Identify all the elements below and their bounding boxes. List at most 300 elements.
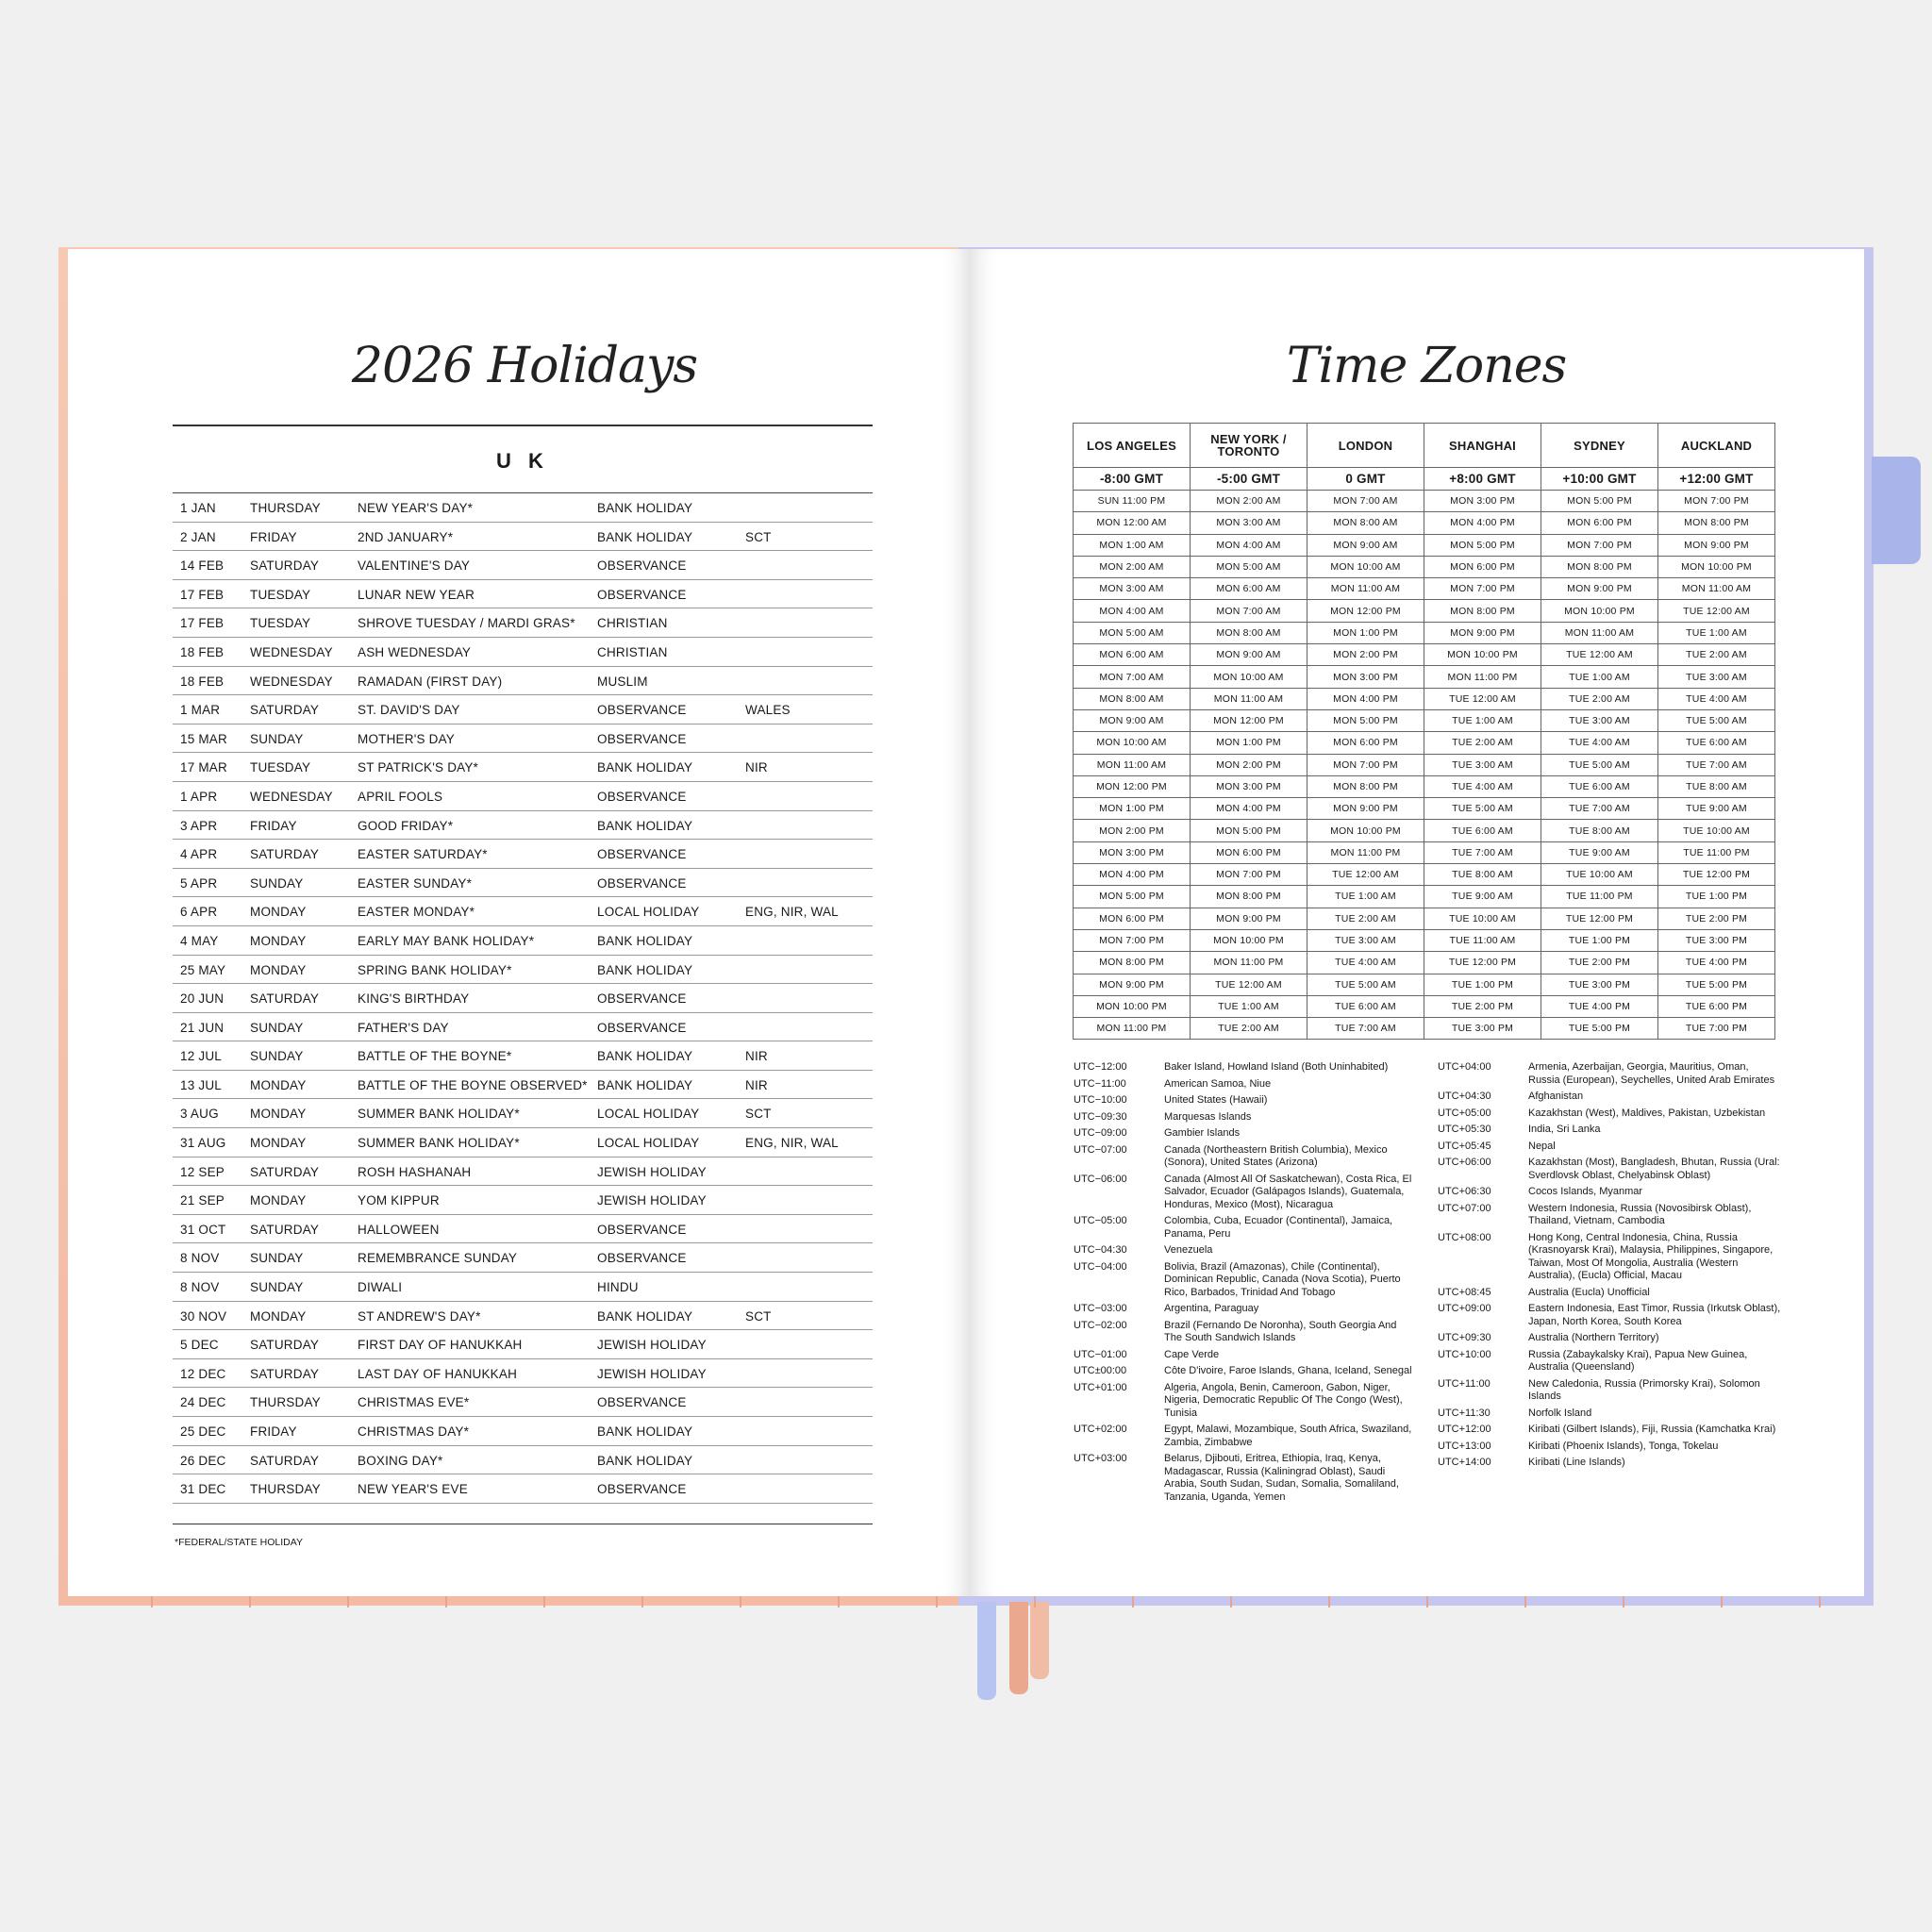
holiday-row xyxy=(173,1013,873,1042)
cover-stripe xyxy=(936,1596,938,1607)
ribbon-bookmark-peach[interactable] xyxy=(1009,1602,1028,1694)
time-cell: TUE 7:00 AM xyxy=(1541,798,1658,820)
time-cell: MON 5:00 PM xyxy=(1541,491,1658,512)
holiday-type: OBSERVANCE xyxy=(597,1222,687,1237)
holiday-type: OBSERVANCE xyxy=(597,1395,687,1410)
holiday-row xyxy=(173,1128,873,1158)
utc-code: UTC−09:00 xyxy=(1074,1127,1127,1139)
time-cell: TUE 11:00 AM xyxy=(1424,929,1541,951)
holiday-date: 8 NOV xyxy=(180,1251,220,1266)
time-cell: MON 1:00 AM xyxy=(1074,534,1191,556)
holiday-weekday: SATURDAY xyxy=(250,558,320,574)
holiday-row xyxy=(173,695,873,724)
timezone-row xyxy=(1074,600,1775,622)
time-cell: MON 5:00 AM xyxy=(1074,622,1191,643)
time-cell: MON 7:00 AM xyxy=(1074,666,1191,688)
time-cell: MON 3:00 PM xyxy=(1191,775,1307,797)
utc-entry xyxy=(1074,1261,1423,1300)
time-cell: TUE 3:00 PM xyxy=(1658,929,1775,951)
utc-code: UTC+09:30 xyxy=(1438,1332,1491,1343)
time-cell: MON 9:00 PM xyxy=(1424,622,1541,643)
holiday-date: 6 APR xyxy=(180,905,218,920)
holiday-row xyxy=(173,1330,873,1359)
time-cell: MON 5:00 PM xyxy=(1074,886,1191,908)
holiday-weekday: SATURDAY xyxy=(250,1366,320,1381)
utc-entry xyxy=(1438,1349,1787,1374)
holiday-type: BANK HOLIDAY xyxy=(597,1453,693,1468)
time-cell: MON 7:00 PM xyxy=(1307,754,1424,775)
time-cell: MON 7:00 PM xyxy=(1658,491,1775,512)
utc-code: UTC−05:00 xyxy=(1074,1215,1127,1226)
time-cell: TUE 2:00 PM xyxy=(1541,952,1658,974)
utc-entry xyxy=(1438,1061,1787,1087)
utc-entry xyxy=(1074,1303,1423,1316)
utc-list-right xyxy=(1438,1061,1787,1474)
time-cell: TUE 1:00 AM xyxy=(1307,886,1424,908)
time-cell: MON 7:00 PM xyxy=(1191,864,1307,886)
holiday-region: SCT xyxy=(745,1308,772,1324)
utc-places: Argentina, Paraguay xyxy=(1164,1303,1259,1314)
timezone-header-row xyxy=(1074,424,1775,468)
time-cell: TUE 1:00 PM xyxy=(1658,886,1775,908)
cover-stripe xyxy=(1230,1596,1232,1607)
holiday-weekday: MONDAY xyxy=(250,1107,307,1122)
time-cell: MON 6:00 PM xyxy=(1307,732,1424,754)
holiday-type: JEWISH HOLIDAY xyxy=(597,1338,707,1353)
time-cell: MON 8:00 PM xyxy=(1541,556,1658,577)
holiday-date: 1 JAN xyxy=(180,501,216,515)
holiday-row xyxy=(173,1273,873,1302)
time-cell: MON 4:00 PM xyxy=(1191,798,1307,820)
utc-code: UTC+04:30 xyxy=(1438,1091,1491,1102)
holiday-name: RAMADAN (FIRST DAY) xyxy=(358,674,503,689)
utc-code: UTC+03:00 xyxy=(1074,1453,1127,1464)
holiday-name: ST PATRICK'S DAY* xyxy=(358,760,479,775)
utc-entry xyxy=(1438,1141,1787,1154)
holiday-row xyxy=(173,869,873,898)
cover-stripe xyxy=(740,1596,741,1607)
time-cell: MON 11:00 PM xyxy=(1074,1018,1191,1040)
holiday-row xyxy=(173,667,873,696)
utc-code: UTC+05:45 xyxy=(1438,1140,1491,1152)
time-cell: TUE 4:00 PM xyxy=(1541,995,1658,1017)
utc-places: Norfolk Island xyxy=(1528,1407,1592,1419)
utc-entry xyxy=(1074,1174,1423,1212)
time-cell: MON 8:00 AM xyxy=(1074,688,1191,709)
time-cell: MON 10:00 PM xyxy=(1191,929,1307,951)
holiday-region: WALES xyxy=(745,703,791,718)
holiday-weekday: SUNDAY xyxy=(250,1049,304,1064)
utc-entry xyxy=(1074,1111,1423,1124)
holiday-type: JEWISH HOLIDAY xyxy=(597,1164,707,1179)
time-cell: TUE 7:00 AM xyxy=(1658,754,1775,775)
utc-places: Algeria, Angola, Benin, Cameroon, Gabon, Niger, Nigeria, Democratic Republic Of The Congo (West), Tunisia xyxy=(1164,1381,1403,1419)
utc-entry xyxy=(1438,1378,1787,1404)
utc-entry xyxy=(1074,1127,1423,1141)
timezone-row xyxy=(1074,578,1775,600)
time-cell: MON 10:00 PM xyxy=(1424,644,1541,666)
holiday-name: GOOD FRIDAY* xyxy=(358,818,454,833)
cover-stripe xyxy=(1132,1596,1134,1607)
time-cell: MON 8:00 PM xyxy=(1658,512,1775,534)
time-cell: TUE 6:00 AM xyxy=(1424,820,1541,841)
holiday-row xyxy=(173,840,873,869)
utc-places: Kiribati (Gilbert Islands), Fiji, Russia (Kamchatka Krai) xyxy=(1528,1424,1776,1435)
time-cell: MON 11:00 PM xyxy=(1191,952,1307,974)
holiday-date: 30 NOV xyxy=(180,1308,227,1324)
holiday-date: 17 FEB xyxy=(180,587,225,602)
holiday-date: 26 DEC xyxy=(180,1453,226,1468)
city-header: LONDON xyxy=(1307,424,1424,468)
cover-stripe xyxy=(151,1596,153,1607)
timezone-row xyxy=(1074,556,1775,577)
holiday-type: BANK HOLIDAY xyxy=(597,529,693,544)
utc-code: UTC−03:00 xyxy=(1074,1303,1127,1314)
holiday-date: 18 FEB xyxy=(180,674,225,689)
utc-entry xyxy=(1074,1349,1423,1362)
time-cell: MON 10:00 AM xyxy=(1307,556,1424,577)
utc-entry xyxy=(1438,1457,1787,1470)
timezone-row xyxy=(1074,709,1775,731)
time-cell: TUE 6:00 AM xyxy=(1307,995,1424,1017)
time-cell: MON 5:00 AM xyxy=(1191,556,1307,577)
holiday-name: CHRISTMAS DAY* xyxy=(358,1424,470,1439)
holidays-footnote: *FEDERAL/STATE HOLIDAY xyxy=(175,1537,303,1548)
time-cell: MON 8:00 PM xyxy=(1074,952,1191,974)
time-cell: TUE 11:00 PM xyxy=(1658,841,1775,863)
holiday-type: BANK HOLIDAY xyxy=(597,1049,693,1064)
holiday-date: 31 DEC xyxy=(180,1482,226,1497)
time-cell: TUE 6:00 AM xyxy=(1658,732,1775,754)
holiday-row xyxy=(173,984,873,1013)
time-cell: MON 7:00 PM xyxy=(1541,534,1658,556)
time-cell: MON 8:00 AM xyxy=(1191,622,1307,643)
timezone-row xyxy=(1074,841,1775,863)
timezone-row xyxy=(1074,1018,1775,1040)
time-cell: MON 1:00 PM xyxy=(1191,732,1307,754)
time-cell: TUE 10:00 AM xyxy=(1424,908,1541,929)
utc-code: UTC+06:30 xyxy=(1438,1186,1491,1197)
cover-stripe xyxy=(1034,1596,1036,1607)
holiday-type: OBSERVANCE xyxy=(597,847,687,862)
time-cell: MON 11:00 AM xyxy=(1191,688,1307,709)
holiday-date: 1 APR xyxy=(180,789,218,804)
gmt-offset: +10:00 GMT xyxy=(1541,468,1658,491)
cover-stripe xyxy=(1524,1596,1526,1607)
utc-code: UTC−12:00 xyxy=(1074,1061,1127,1073)
utc-code: UTC+07:00 xyxy=(1438,1202,1491,1214)
holiday-row xyxy=(173,580,873,609)
holiday-row xyxy=(173,897,873,926)
utc-places: Belarus, Djibouti, Eritrea, Ethiopia, Iraq, Kenya, Madagascar, Russia (Kaliningrad Oblast), Saudi Arabia, South Sudan, Sudan, Somalia, Somaliland, Tanzania, Uganda, Yemen xyxy=(1164,1453,1399,1503)
holiday-row xyxy=(173,638,873,667)
utc-places: India, Sri Lanka xyxy=(1528,1124,1601,1135)
time-cell: MON 5:00 PM xyxy=(1424,534,1541,556)
time-cell: TUE 10:00 AM xyxy=(1658,820,1775,841)
holiday-weekday: MONDAY xyxy=(250,1308,307,1324)
holiday-date: 2 JAN xyxy=(180,529,216,544)
gmt-offset: +12:00 GMT xyxy=(1658,468,1775,491)
time-cell: MON 11:00 AM xyxy=(1541,622,1658,643)
time-cell: MON 1:00 PM xyxy=(1307,622,1424,643)
utc-entry xyxy=(1438,1203,1787,1228)
timezone-row xyxy=(1074,974,1775,995)
utc-code: UTC+09:00 xyxy=(1438,1303,1491,1314)
time-cell: MON 6:00 AM xyxy=(1191,578,1307,600)
holiday-type: CHRISTIAN xyxy=(597,616,668,631)
holiday-type: MUSLIM xyxy=(597,674,648,689)
holiday-type: OBSERVANCE xyxy=(597,875,687,891)
holiday-row xyxy=(173,782,873,811)
time-cell: TUE 1:00 AM xyxy=(1658,622,1775,643)
holiday-type: OBSERVANCE xyxy=(597,789,687,804)
holiday-row xyxy=(173,1243,873,1273)
utc-code: UTC−09:30 xyxy=(1074,1110,1127,1123)
holidays-table xyxy=(173,493,873,1504)
utc-code: UTC+11:00 xyxy=(1438,1377,1491,1390)
holiday-date: 24 DEC xyxy=(180,1395,226,1410)
time-cell: TUE 2:00 AM xyxy=(1658,644,1775,666)
holiday-date: 5 DEC xyxy=(180,1338,219,1353)
holiday-date: 21 JUN xyxy=(180,1020,225,1035)
holiday-name: BATTLE OF THE BOYNE* xyxy=(358,1049,512,1064)
utc-code: UTC−04:30 xyxy=(1074,1244,1127,1256)
time-cell: MON 12:00 PM xyxy=(1074,775,1191,797)
time-cell: MON 6:00 PM xyxy=(1424,556,1541,577)
time-cell: TUE 3:00 PM xyxy=(1541,974,1658,995)
holiday-weekday: THURSDAY xyxy=(250,1395,321,1410)
utc-code: UTC+02:00 xyxy=(1074,1424,1127,1435)
time-cell: TUE 12:00 PM xyxy=(1658,864,1775,886)
time-cell: TUE 2:00 AM xyxy=(1191,1018,1307,1040)
timezone-offset-row xyxy=(1074,468,1775,491)
timezone-row xyxy=(1074,644,1775,666)
holiday-region: SCT xyxy=(745,529,772,544)
utc-entry xyxy=(1438,1332,1787,1345)
holiday-weekday: THURSDAY xyxy=(250,1482,321,1497)
holiday-name: CHRISTMAS EVE* xyxy=(358,1395,470,1410)
utc-code: UTC+10:00 xyxy=(1438,1348,1491,1360)
holiday-name: EASTER SATURDAY* xyxy=(358,847,488,862)
utc-places: Kazakhstan (Most), Bangladesh, Bhutan, Russia (Ural: Sverdlovsk Oblast, Chelyabinsk Oblast) xyxy=(1528,1157,1780,1181)
holiday-weekday: SUNDAY xyxy=(250,1020,304,1035)
time-cell: TUE 12:00 AM xyxy=(1307,864,1424,886)
holiday-region: SCT xyxy=(745,1107,772,1122)
holiday-date: 4 APR xyxy=(180,847,218,862)
timezone-row xyxy=(1074,754,1775,775)
timezone-row xyxy=(1074,775,1775,797)
holiday-type: BANK HOLIDAY xyxy=(597,962,693,977)
holiday-row xyxy=(173,1446,873,1475)
utc-entry xyxy=(1074,1094,1423,1108)
holiday-weekday: MONDAY xyxy=(250,1136,307,1151)
time-cell: TUE 2:00 AM xyxy=(1541,688,1658,709)
time-cell: TUE 8:00 AM xyxy=(1424,864,1541,886)
holiday-weekday: SUNDAY xyxy=(250,1251,304,1266)
time-cell: TUE 3:00 AM xyxy=(1658,666,1775,688)
time-cell: MON 9:00 AM xyxy=(1074,709,1191,731)
holiday-name: VALENTINE'S DAY xyxy=(358,558,471,574)
utc-entry xyxy=(1438,1186,1787,1199)
holiday-name: BOXING DAY* xyxy=(358,1453,443,1468)
holiday-name: SUMMER BANK HOLIDAY* xyxy=(358,1136,520,1151)
holiday-region: NIR xyxy=(745,1077,768,1092)
time-cell: MON 4:00 AM xyxy=(1191,534,1307,556)
holiday-date: 14 FEB xyxy=(180,558,225,574)
holiday-name: MOTHER'S DAY xyxy=(358,731,455,746)
holiday-date: 4 MAY xyxy=(180,933,219,948)
time-cell: TUE 8:00 AM xyxy=(1541,820,1658,841)
utc-places: Australia (Northern Territory) xyxy=(1528,1332,1659,1343)
utc-places: Canada (Northeastern British Columbia), Mexico (Sonora), United States (Arizona) xyxy=(1164,1143,1388,1168)
time-cell: MON 2:00 PM xyxy=(1074,820,1191,841)
time-cell: MON 4:00 PM xyxy=(1424,512,1541,534)
ribbon-bookmark-blue[interactable] xyxy=(977,1602,996,1700)
holiday-type: BANK HOLIDAY xyxy=(597,818,693,833)
time-cell: MON 11:00 AM xyxy=(1658,578,1775,600)
holiday-weekday: WEDNESDAY xyxy=(250,644,333,659)
timezones-title: Time Zones xyxy=(1286,338,1567,394)
holiday-row xyxy=(173,811,873,841)
timezone-row xyxy=(1074,952,1775,974)
time-cell: MON 3:00 PM xyxy=(1307,666,1424,688)
time-cell: TUE 2:00 PM xyxy=(1424,995,1541,1017)
timezone-row xyxy=(1074,512,1775,534)
utc-entry xyxy=(1074,1215,1423,1241)
holiday-weekday: SUNDAY xyxy=(250,731,304,746)
holiday-region: ENG, NIR, WAL xyxy=(745,905,839,920)
holiday-weekday: MONDAY xyxy=(250,962,307,977)
time-cell: MON 4:00 PM xyxy=(1074,864,1191,886)
utc-places: Hong Kong, Central Indonesia, China, Russia (Krasnoyarsk Krai), Malaysia, Philippines, Singapore, Taiwan, Most Of Mongolia, Australia (Western Australia), (Eucla) Official, Macau xyxy=(1528,1231,1774,1281)
utc-code: UTC+13:00 xyxy=(1438,1440,1491,1452)
time-cell: MON 7:00 AM xyxy=(1307,491,1424,512)
holiday-type: OBSERVANCE xyxy=(597,1482,687,1497)
timezone-row xyxy=(1074,534,1775,556)
utc-places: Colombia, Cuba, Ecuador (Continental), Jamaica, Panama, Peru xyxy=(1164,1215,1393,1240)
cover-stripe xyxy=(445,1596,447,1607)
holiday-row xyxy=(173,608,873,638)
time-cell: TUE 5:00 AM xyxy=(1307,974,1424,995)
utc-code: UTC−07:00 xyxy=(1074,1143,1127,1156)
holiday-name: SHROVE TUESDAY / MARDI GRAS* xyxy=(358,616,575,631)
utc-places: Brazil (Fernando De Noronha), South Georgia And The South Sandwich Islands xyxy=(1164,1319,1397,1343)
holiday-region: NIR xyxy=(745,760,768,775)
gmt-offset: 0 GMT xyxy=(1307,468,1424,491)
time-cell: TUE 4:00 AM xyxy=(1307,952,1424,974)
holiday-date: 3 AUG xyxy=(180,1107,219,1122)
utc-code: UTC−11:00 xyxy=(1074,1077,1126,1090)
holiday-name: REMEMBRANCE SUNDAY xyxy=(358,1251,518,1266)
utc-code: UTC−06:00 xyxy=(1074,1173,1127,1185)
time-cell: MON 3:00 AM xyxy=(1074,578,1191,600)
holiday-row xyxy=(173,1041,873,1071)
time-cell: TUE 2:00 PM xyxy=(1658,908,1775,929)
ribbon-bookmark-light-peach[interactable] xyxy=(1030,1602,1049,1679)
utc-places: Egypt, Malawi, Mozambique, South Africa, Swaziland, Zambia, Zimbabwe xyxy=(1164,1424,1412,1448)
time-cell: MON 3:00 AM xyxy=(1191,512,1307,534)
time-cell: MON 2:00 AM xyxy=(1191,491,1307,512)
holiday-name: EASTER MONDAY* xyxy=(358,905,475,920)
time-cell: TUE 12:00 AM xyxy=(1191,974,1307,995)
holiday-date: 3 APR xyxy=(180,818,218,833)
time-cell: TUE 4:00 AM xyxy=(1658,688,1775,709)
holiday-date: 20 JUN xyxy=(180,991,225,1007)
holiday-weekday: TUESDAY xyxy=(250,587,311,602)
holiday-row xyxy=(173,1388,873,1417)
time-cell: TUE 1:00 AM xyxy=(1541,666,1658,688)
holiday-name: BATTLE OF THE BOYNE OBSERVED* xyxy=(358,1077,588,1092)
gmt-offset: -5:00 GMT xyxy=(1191,468,1307,491)
holiday-row xyxy=(173,1186,873,1215)
time-cell: MON 7:00 AM xyxy=(1191,600,1307,622)
holiday-row xyxy=(173,753,873,782)
time-cell: MON 10:00 PM xyxy=(1541,600,1658,622)
utc-places: Western Indonesia, Russia (Novosibirsk Oblast), Thailand, Vietnam, Cambodia xyxy=(1528,1202,1752,1226)
cover-stripe xyxy=(641,1596,643,1607)
holiday-type: JEWISH HOLIDAY xyxy=(597,1366,707,1381)
time-cell: TUE 7:00 PM xyxy=(1658,1018,1775,1040)
city-header: NEW YORK / TORONTO xyxy=(1191,424,1307,468)
holiday-region: NIR xyxy=(745,1049,768,1064)
time-cell: MON 3:00 PM xyxy=(1424,491,1541,512)
utc-places: Russia (Zabaykalsky Krai), Papua New Guinea, Australia (Queensland) xyxy=(1528,1348,1748,1373)
cover-stripe xyxy=(838,1596,840,1607)
utc-places: Nepal xyxy=(1528,1140,1556,1152)
holiday-date: 31 OCT xyxy=(180,1222,226,1237)
time-cell: MON 5:00 PM xyxy=(1191,820,1307,841)
cover-stripe xyxy=(1426,1596,1428,1607)
utc-places: Gambier Islands xyxy=(1164,1127,1241,1139)
holiday-weekday: MONDAY xyxy=(250,1193,307,1208)
utc-places: Armenia, Azerbaijan, Georgia, Mauritius, Oman, Russia (European), Seychelles, United Arab Emirates xyxy=(1528,1061,1775,1086)
cover-stripe xyxy=(1819,1596,1821,1607)
holiday-type: BANK HOLIDAY xyxy=(597,1424,693,1439)
utc-entry xyxy=(1438,1091,1787,1104)
utc-places: United States (Hawaii) xyxy=(1164,1094,1268,1106)
time-cell: MON 8:00 AM xyxy=(1307,512,1424,534)
holiday-name: EARLY MAY BANK HOLIDAY* xyxy=(358,933,535,948)
holiday-weekday: FRIDAY xyxy=(250,529,297,544)
holiday-weekday: MONDAY xyxy=(250,905,307,920)
time-cell: TUE 12:00 AM xyxy=(1658,600,1775,622)
page-tab-marker[interactable] xyxy=(1872,457,1921,564)
holiday-type: BANK HOLIDAY xyxy=(597,933,693,948)
utc-entry xyxy=(1438,1232,1787,1283)
holiday-weekday: THURSDAY xyxy=(250,501,321,515)
cover-stripe xyxy=(1623,1596,1624,1607)
time-cell: MON 11:00 PM xyxy=(1307,841,1424,863)
holiday-weekday: WEDNESDAY xyxy=(250,674,333,689)
holiday-type: OBSERVANCE xyxy=(597,587,687,602)
city-header: AUCKLAND xyxy=(1658,424,1775,468)
city-header: SYDNEY xyxy=(1541,424,1658,468)
time-cell: TUE 11:00 PM xyxy=(1541,886,1658,908)
holiday-name: FIRST DAY OF HANUKKAH xyxy=(358,1338,523,1353)
holiday-row xyxy=(173,724,873,754)
time-cell: MON 12:00 PM xyxy=(1307,600,1424,622)
time-cell: TUE 12:00 AM xyxy=(1424,688,1541,709)
holiday-type: BANK HOLIDAY xyxy=(597,501,693,515)
utc-entry xyxy=(1438,1287,1787,1300)
holiday-row xyxy=(173,551,873,580)
time-cell: MON 1:00 PM xyxy=(1074,798,1191,820)
utc-entry xyxy=(1074,1453,1423,1504)
time-cell: TUE 2:00 AM xyxy=(1307,908,1424,929)
time-cell: MON 6:00 PM xyxy=(1074,908,1191,929)
time-cell: TUE 6:00 PM xyxy=(1658,995,1775,1017)
holiday-date: 31 AUG xyxy=(180,1136,226,1151)
